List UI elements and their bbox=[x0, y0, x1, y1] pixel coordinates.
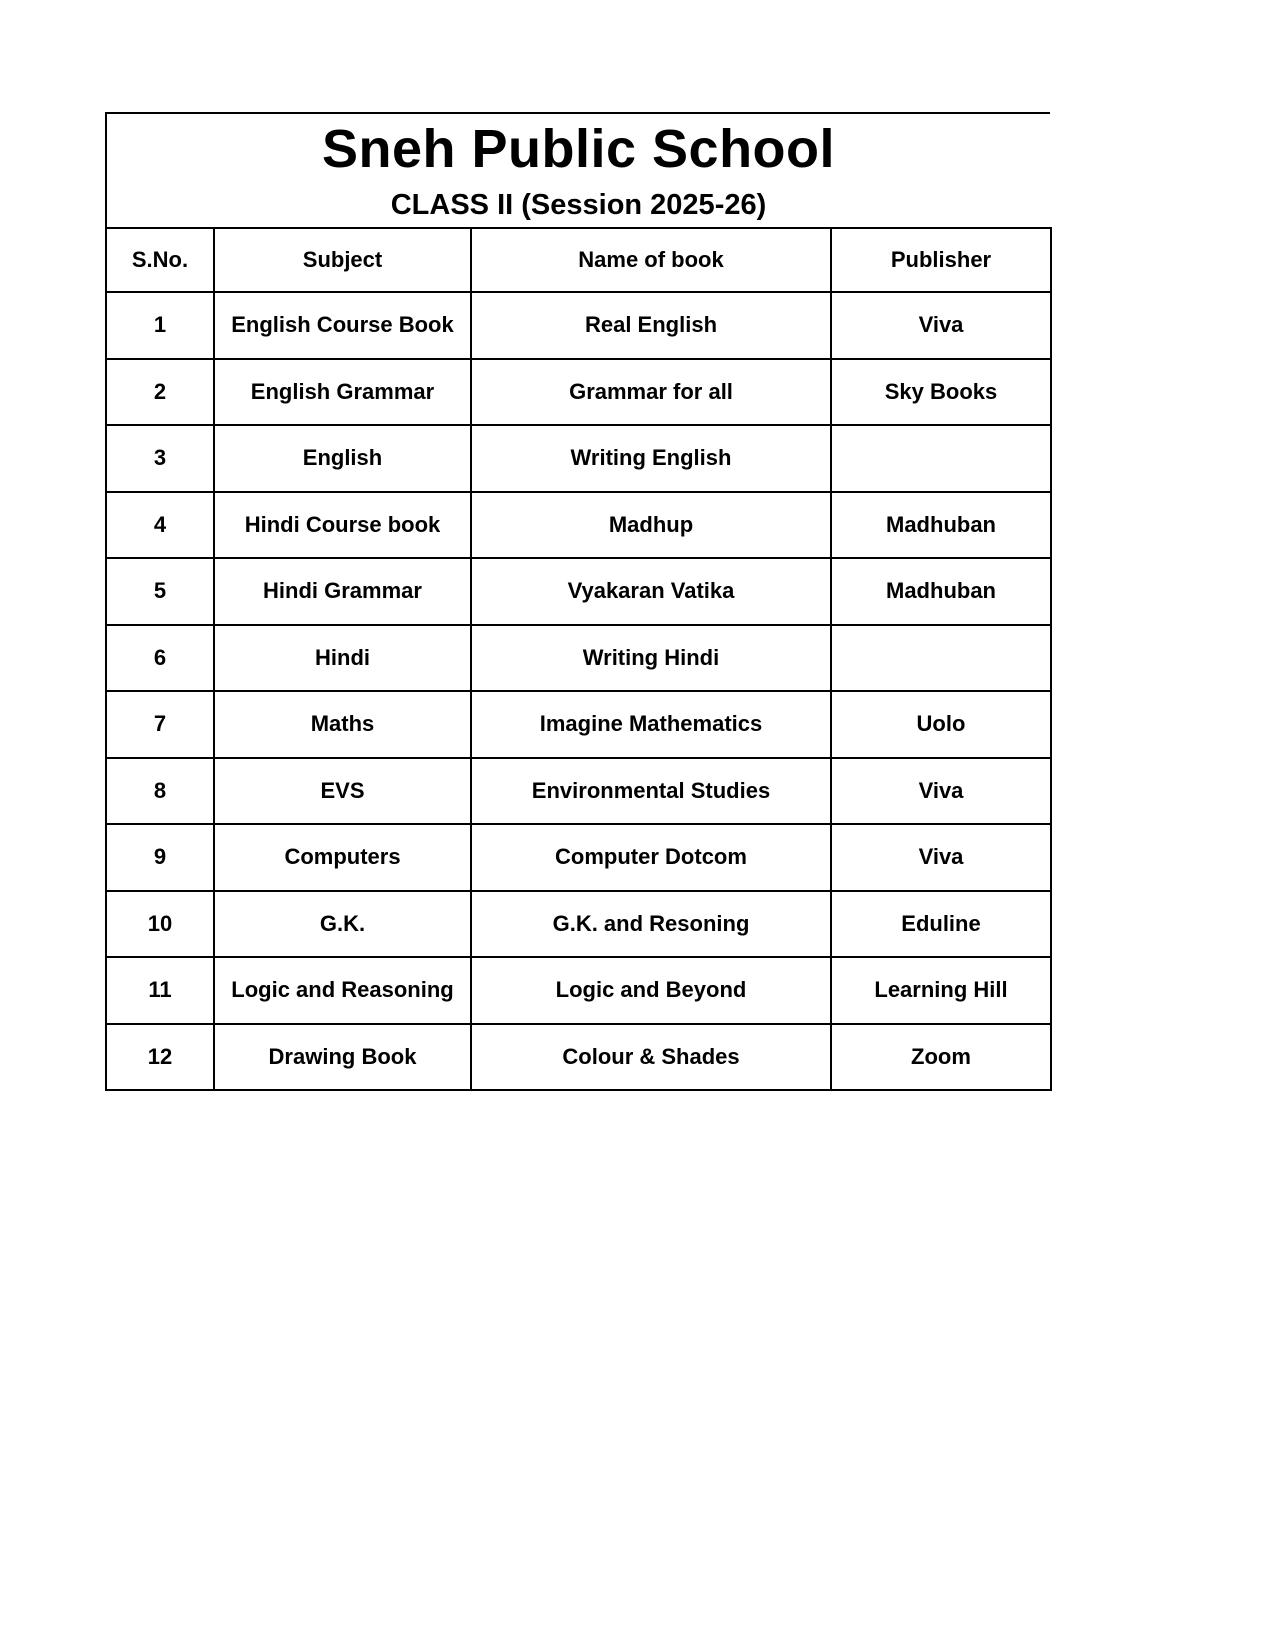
header-book-name: Name of book bbox=[471, 228, 831, 292]
cell-subject: Hindi Course book bbox=[214, 492, 471, 559]
cell-subject: Hindi bbox=[214, 625, 471, 692]
cell-subject: Maths bbox=[214, 691, 471, 758]
table-row bbox=[106, 891, 1051, 958]
cell-book-name: Environmental Studies bbox=[471, 758, 831, 825]
table-row bbox=[106, 625, 1051, 692]
cell-sno: 1 bbox=[106, 292, 214, 359]
cell-sno: 7 bbox=[106, 691, 214, 758]
book-rows bbox=[106, 292, 1051, 1090]
cell-sno: 3 bbox=[106, 425, 214, 492]
table-row bbox=[106, 558, 1051, 625]
cell-sno: 8 bbox=[106, 758, 214, 825]
table-row bbox=[106, 691, 1051, 758]
cell-book-name: Vyakaran Vatika bbox=[471, 558, 831, 625]
table-row bbox=[106, 824, 1051, 891]
cell-sno: 4 bbox=[106, 492, 214, 559]
cell-sno: 10 bbox=[106, 891, 214, 958]
class-session-line: CLASS II (Session 2025-26) bbox=[390, 189, 767, 221]
book-list-table bbox=[105, 227, 1052, 1091]
cell-publisher: Sky Books bbox=[831, 359, 1051, 426]
cell-subject: English Course Book bbox=[214, 292, 471, 359]
cell-sno: 6 bbox=[106, 625, 214, 692]
cell-book-name: Logic and Beyond bbox=[471, 957, 831, 1024]
cell-publisher: Madhuban bbox=[831, 492, 1051, 559]
cell-subject: Logic and Reasoning bbox=[214, 957, 471, 1024]
header-sno: S.No. bbox=[106, 228, 214, 292]
title-block bbox=[105, 112, 1050, 227]
cell-book-name: Grammar for all bbox=[471, 359, 831, 426]
cell-sno: 11 bbox=[106, 957, 214, 1024]
cell-sno: 9 bbox=[106, 824, 214, 891]
cell-book-name: Computer Dotcom bbox=[471, 824, 831, 891]
cell-book-name: Real English bbox=[471, 292, 831, 359]
cell-book-name: Colour & Shades bbox=[471, 1024, 831, 1091]
cell-publisher: Learning Hill bbox=[831, 957, 1051, 1024]
cell-book-name: G.K. and Resoning bbox=[471, 891, 831, 958]
cell-sno: 5 bbox=[106, 558, 214, 625]
table-row bbox=[106, 359, 1051, 426]
table-row bbox=[106, 957, 1051, 1024]
cell-subject: English bbox=[214, 425, 471, 492]
cell-subject: EVS bbox=[214, 758, 471, 825]
school-name: Sneh Public School bbox=[321, 119, 836, 179]
cell-subject: Drawing Book bbox=[214, 1024, 471, 1091]
cell-sno: 2 bbox=[106, 359, 214, 426]
cell-subject: Computers bbox=[214, 824, 471, 891]
cell-subject: G.K. bbox=[214, 891, 471, 958]
cell-publisher: Viva bbox=[831, 758, 1051, 825]
cell-book-name: Madhup bbox=[471, 492, 831, 559]
cell-book-name: Writing Hindi bbox=[471, 625, 831, 692]
cell-book-name: Writing English bbox=[471, 425, 831, 492]
table-row bbox=[106, 1024, 1051, 1091]
cell-book-name: Imagine Mathematics bbox=[471, 691, 831, 758]
cell-publisher bbox=[831, 625, 1051, 692]
cell-publisher: Viva bbox=[831, 824, 1051, 891]
header-publisher: Publisher bbox=[831, 228, 1051, 292]
cell-publisher bbox=[831, 425, 1051, 492]
header-row bbox=[106, 228, 1051, 292]
cell-subject: English Grammar bbox=[214, 359, 471, 426]
table-row bbox=[106, 425, 1051, 492]
header-subject: Subject bbox=[214, 228, 471, 292]
cell-subject: Hindi Grammar bbox=[214, 558, 471, 625]
cell-publisher: Eduline bbox=[831, 891, 1051, 958]
cell-publisher: Zoom bbox=[831, 1024, 1051, 1091]
table-row bbox=[106, 758, 1051, 825]
cell-publisher: Uolo bbox=[831, 691, 1051, 758]
table-row bbox=[106, 292, 1051, 359]
cell-publisher: Madhuban bbox=[831, 558, 1051, 625]
cell-sno: 12 bbox=[106, 1024, 214, 1091]
table-row bbox=[106, 492, 1051, 559]
book-list-sheet bbox=[105, 112, 1050, 1091]
cell-publisher: Viva bbox=[831, 292, 1051, 359]
